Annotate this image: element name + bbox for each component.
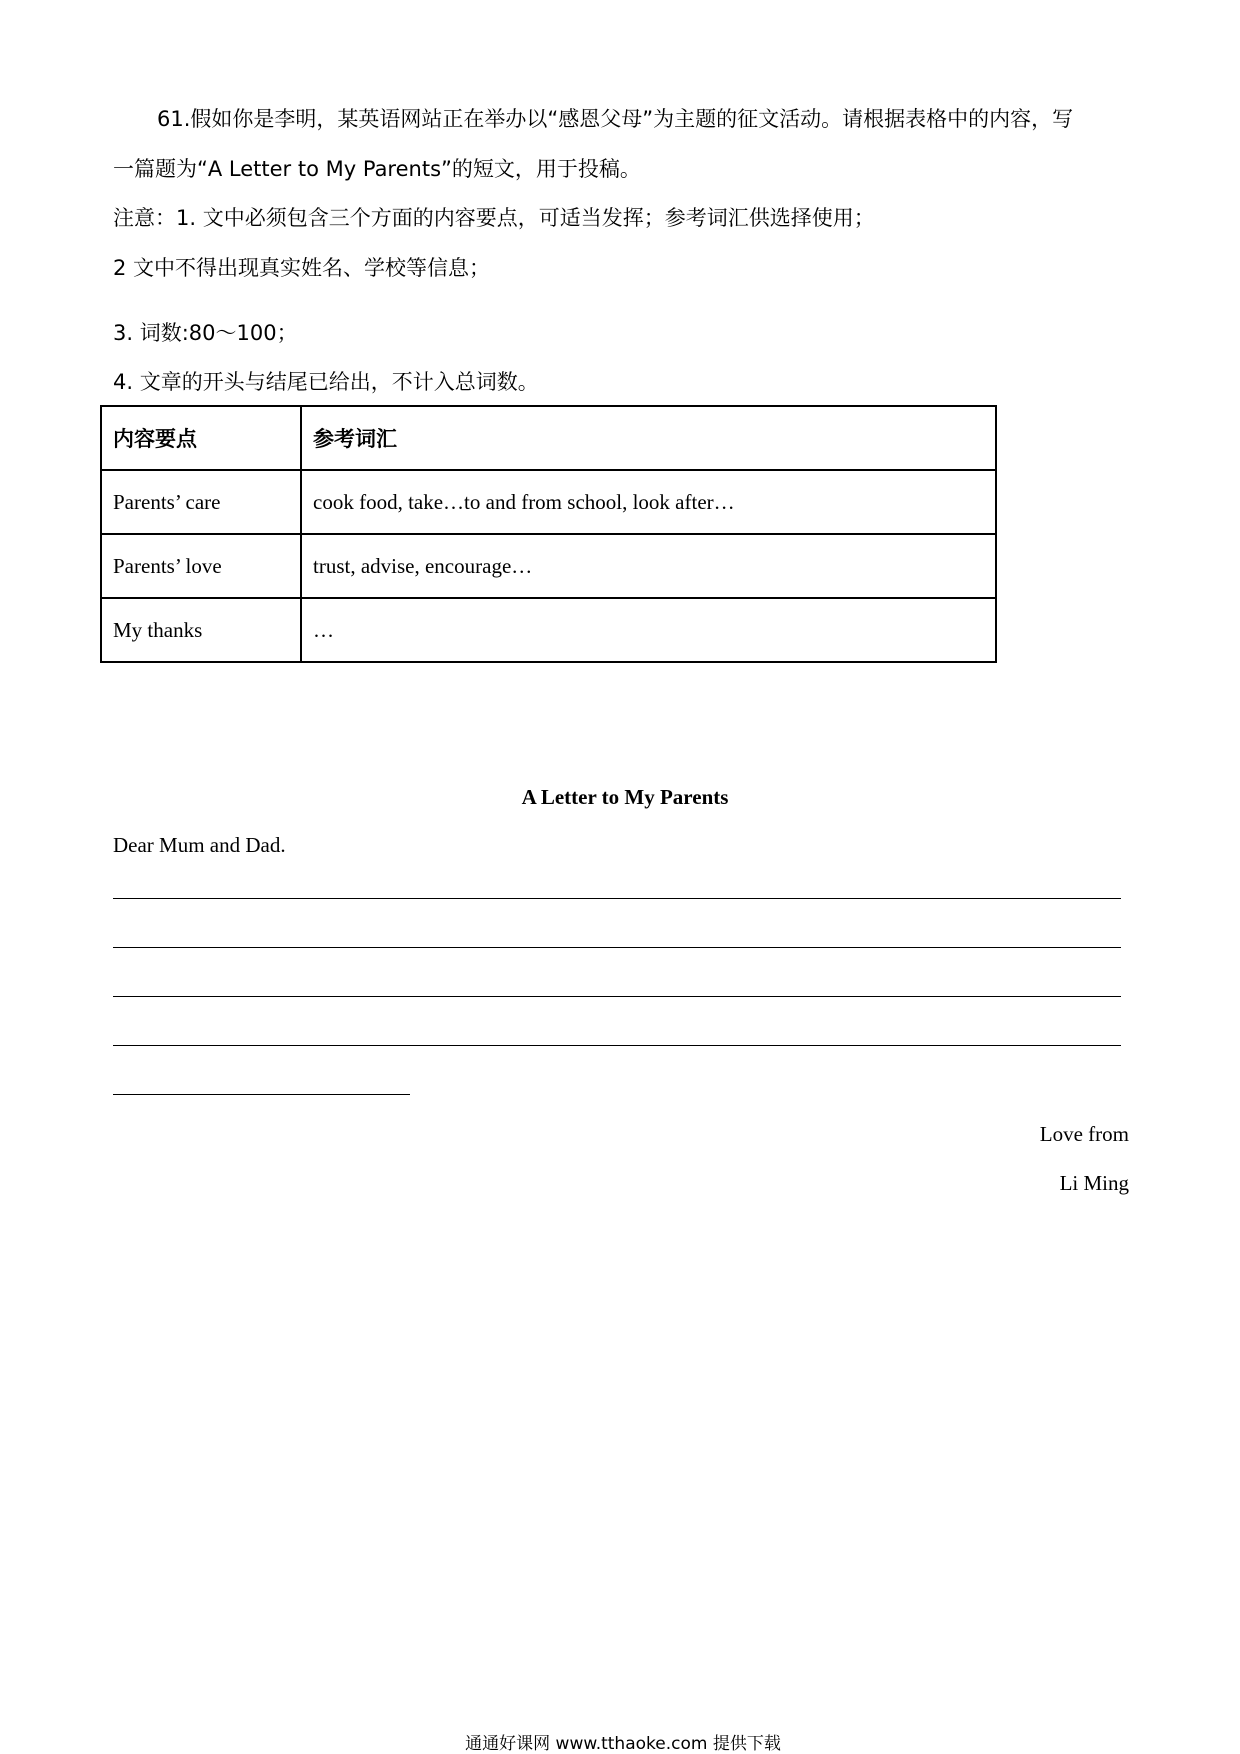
writing-line[interactable]: [113, 1094, 410, 1095]
question-line-2: 一篇题为“A Letter to My Parents”的短文，用于投稿。: [113, 157, 641, 181]
table-header-vocabulary: 参考词汇: [301, 406, 996, 470]
note-4: 4. 文章的开头与结尾已给出，不计入总词数。: [113, 370, 539, 394]
table-row: [101, 470, 996, 534]
note-1: 注意：1. 文中必须包含三个方面的内容要点，可适当发挥；参考词汇供选择使用；: [113, 206, 875, 230]
writing-line[interactable]: [113, 947, 1121, 948]
table-cell-point: Parents’ love: [101, 534, 301, 598]
table-cell-vocabulary: …: [301, 598, 996, 662]
table-row: [101, 534, 996, 598]
note-2: 2 文中不得出现真实姓名、学校等信息；: [113, 256, 491, 280]
table-cell-point: Parents’ care: [101, 470, 301, 534]
table-cell-vocabulary: cook food, take…to and from school, look after…: [301, 470, 996, 534]
table-cell-point: My thanks: [101, 598, 301, 662]
letter-title: A Letter to My Parents: [521, 785, 729, 809]
writing-line[interactable]: [113, 1045, 1121, 1046]
table-header-row: [101, 406, 996, 470]
writing-line[interactable]: [113, 898, 1121, 899]
question-line-1: 61.假如你是李明，某英语网站正在举办以“感恩父母”为主题的征文活动。请根据表格中的内容，写: [157, 107, 1074, 131]
table-cell-vocabulary: trust, advise, encourage…: [301, 534, 996, 598]
letter-greeting: Dear Mum and Dad.: [113, 833, 286, 857]
page-footer: 通通好课网 www.tthaoke.com 提供下载: [465, 1734, 781, 1754]
table-header-points: 内容要点: [101, 406, 301, 470]
content-points-table: [100, 405, 997, 663]
letter-closing: Love from: [1039, 1122, 1129, 1146]
note-3: 3. 词数:80～100；: [113, 321, 298, 345]
letter-signature: Li Ming: [1059, 1171, 1129, 1195]
table-row: [101, 598, 996, 662]
writing-line[interactable]: [113, 996, 1121, 997]
